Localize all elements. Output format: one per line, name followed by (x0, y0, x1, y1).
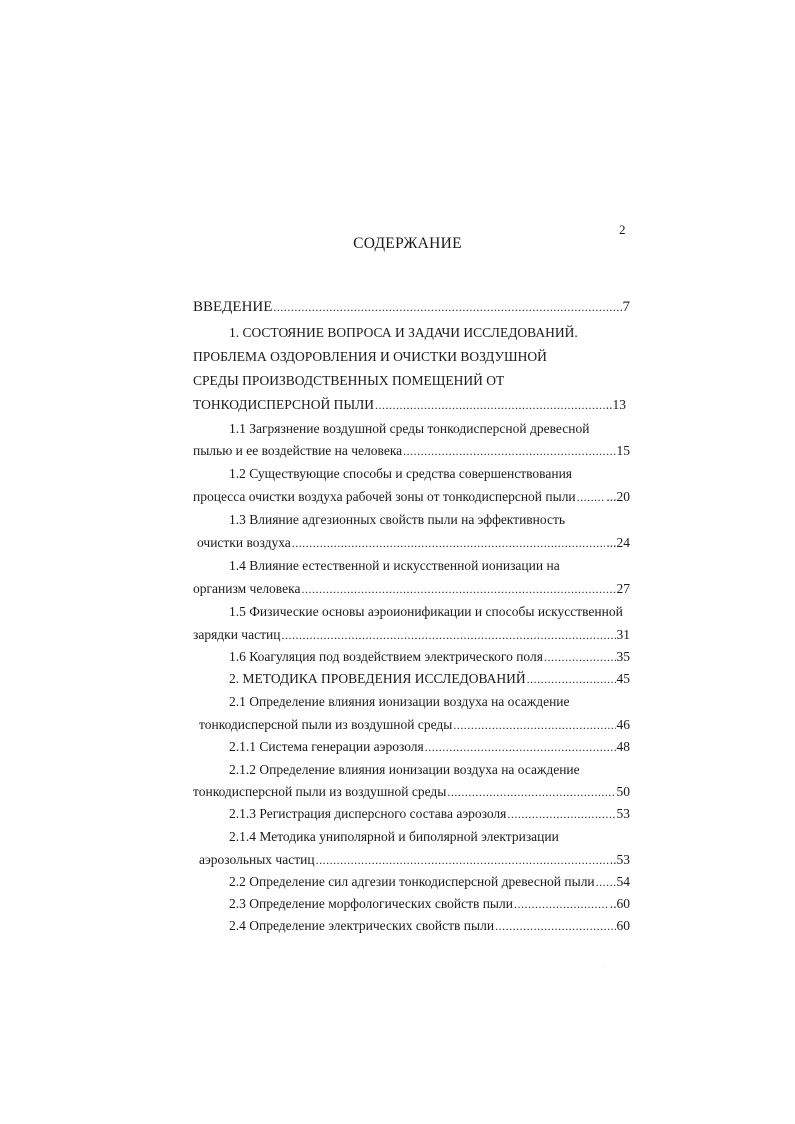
toc-section-2-1-4-line-1: 2.1.4 Методика униполярной и биполярной электризации (229, 829, 559, 844)
toc-entry-text: очистки воздуха (197, 535, 291, 550)
toc-leader-dots (527, 671, 616, 687)
toc-section-2-4-entry (229, 918, 630, 934)
toc-entry-text: процесса очистки воздуха рабочей зоны от тонкодисперсной пыли (193, 489, 576, 504)
toc-section-2-1-2-line-1: 2.1.2 Определение влияния ионизации воздуха на осаждение (229, 762, 580, 777)
toc-section-1-4-line-1: 1.4 Влияние естественной и искусственной ионизации на (229, 558, 560, 573)
toc-leader-dots (514, 896, 609, 912)
toc-section-1-2-entry (193, 489, 630, 505)
toc-entry-text: 2.1.1 Система генерации аэрозоля (229, 739, 424, 754)
toc-page-number: ..13 (605, 397, 626, 412)
toc-entry-text: организм человека (193, 581, 301, 596)
toc-leader-dots (292, 535, 606, 551)
toc-section-1-2-line-1: 1.2 Существующие способы и средства совершенствования (229, 466, 573, 481)
toc-entry-text: зарядки частиц (193, 627, 281, 642)
toc-section-2-1-3-entry (229, 806, 630, 822)
toc-entry-text: 2. МЕТОДИКА ПРОВЕДЕНИЯ ИССЛЕДОВАНИЙ (229, 671, 526, 686)
toc-section-1-6-entry (229, 649, 630, 665)
toc-section-2-1-2-entry (193, 784, 630, 800)
toc-leader-dots (273, 299, 621, 315)
toc-leader-dots (316, 852, 609, 868)
toc-page-number: 50 (616, 784, 630, 799)
toc-page-number: ...24 (606, 535, 630, 550)
toc-page-number: 27 (616, 581, 630, 596)
toc-entry-text: тонкодисперсной пыли из воздушной среды (193, 784, 447, 799)
toc-section-2-1-line-1: 2.1 Определение влияния ионизации воздуха на осаждение (229, 694, 570, 709)
toc-section-2-1-entry (199, 717, 630, 733)
toc-page-number: 60 (616, 918, 630, 933)
toc-section-2-1-4-entry (199, 852, 630, 868)
toc-section-1-4-entry (193, 581, 630, 597)
toc-leader-dots (577, 489, 606, 505)
toc-page-number: 54 (616, 874, 630, 889)
toc-section-1-5-line-1: 1.5 Физические основы аэроионификации и способы искусственной (229, 604, 623, 619)
toc-entry-text: 1.6 Коагуляция под воздействием электрического поля (229, 649, 543, 664)
toc-section-2-3-entry (229, 896, 630, 912)
toc-entry-text: пылью и ее воздействие на человека (193, 443, 403, 458)
page-title: СОДЕРЖАНИЕ (353, 235, 462, 252)
toc-section-2-1-1-entry (229, 739, 630, 755)
toc-page-number: ...20 (606, 489, 630, 504)
toc-page-number: 53 (616, 806, 630, 821)
toc-page-number: 7 (622, 299, 630, 315)
toc-page-number: ..53 (609, 852, 630, 867)
toc-page-number: 48 (616, 739, 630, 754)
toc-section-1-3-line-1: 1.3 Влияние адгезионных свойств пыли на эффективность (229, 512, 566, 527)
toc-chapter-1-entry (193, 397, 626, 413)
toc-leader-dots (403, 443, 615, 459)
toc-page-number: 45 (616, 671, 630, 686)
toc-section-1-1-line-1: 1.1 Загрязнение воздушной среды тонкодисперсной древесной (229, 421, 590, 436)
toc-chapter-1-line-1: 1. СОСТОЯНИЕ ВОПРОСА И ЗАДАЧИ ИССЛЕДОВАНИЙ. (229, 325, 578, 340)
toc-page-number: 15 (616, 443, 630, 458)
toc-leader-dots (495, 918, 615, 934)
toc-page-number: 46 (616, 717, 630, 732)
toc-page-number: ..60 (609, 896, 630, 911)
toc-entry-text: ВВЕДЕНИЕ (193, 299, 273, 315)
toc-entry-text: тонкодисперсной пыли из воздушной среды (199, 717, 453, 732)
toc-page-number: 35 (616, 649, 630, 664)
toc-leader-dots (425, 739, 616, 755)
toc-section-2-2-entry (229, 874, 630, 890)
toc-leader-dots (301, 581, 615, 597)
toc-leader-dots (375, 397, 605, 413)
toc-leader-dots (281, 627, 615, 643)
toc-entry-intro (193, 299, 630, 315)
toc-entry-text: ТОНКОДИСПЕРСНОЙ ПЫЛИ (193, 397, 374, 412)
toc-entry-text: 2.2 Определение сил адгезии тонкодисперсной древесной пыли (229, 874, 595, 889)
toc-chapter-1-line-3: СРЕДЫ ПРОИЗВОДСТВЕННЫХ ПОМЕЩЕНИЙ ОТ (193, 373, 505, 388)
toc-entry-text: 2.4 Определение электрических свойств пыли (229, 918, 495, 933)
scan-speck: · (603, 965, 605, 971)
toc-section-1-1-entry (193, 443, 630, 459)
toc-entry-text: 2.3 Определение морфологических свойств пыли (229, 896, 513, 911)
toc-leader-dots (447, 784, 615, 800)
toc-entry-text: 2.1.3 Регистрация дисперсного состава аэрозоля (229, 806, 507, 821)
toc-leader-dots (596, 874, 616, 890)
toc-section-1-3-entry (197, 535, 630, 551)
page-number: 2 (619, 222, 626, 237)
toc-entry-text: аэрозольных частиц (199, 852, 315, 867)
toc-section-1-5-entry (193, 627, 630, 643)
toc-page-number: 31 (616, 627, 630, 642)
toc-chapter-1-line-2: ПРОБЛЕМА ОЗДОРОВЛЕНИЯ И ОЧИСТКИ ВОЗДУШНОЙ (193, 349, 547, 364)
toc-leader-dots (507, 806, 615, 822)
toc-chapter-2-entry (229, 671, 630, 687)
toc-leader-dots (544, 649, 616, 665)
toc-leader-dots (453, 717, 615, 733)
